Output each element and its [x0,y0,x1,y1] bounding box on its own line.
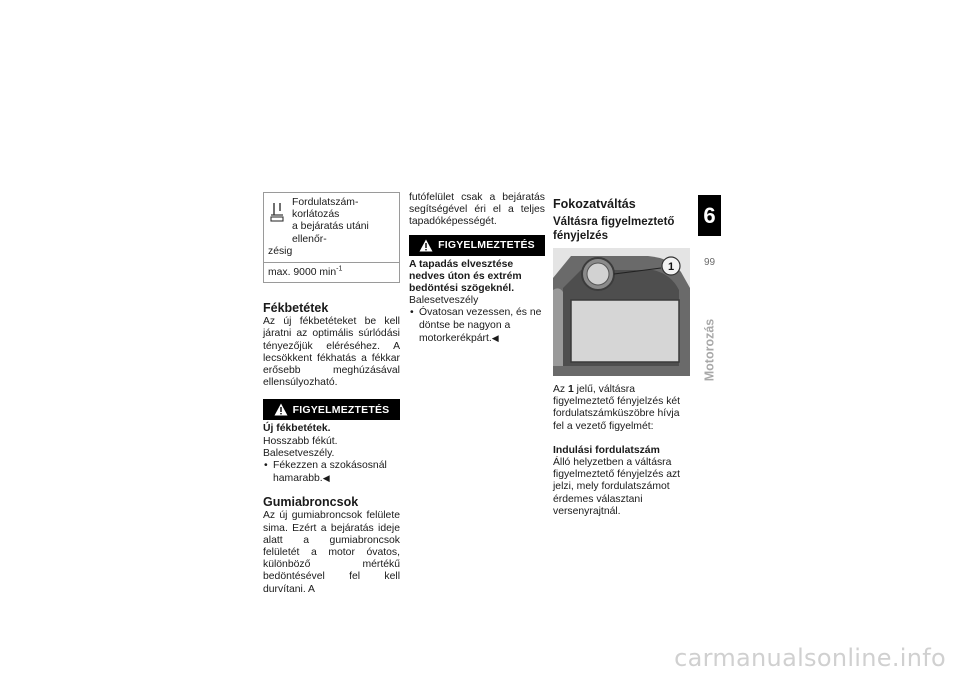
shift-light-paragraph [553,384,690,433]
shift-light-subheading: Váltásra figyelmeztető fényjelzés [553,216,675,242]
launch-rpm-subheading: Indulási fordulatszám [553,444,660,456]
spec-value-sup: -1 [336,265,343,273]
warning-1-bold: Új fékbetétek. [263,423,331,435]
spec-value-text: max. 9000 min [268,267,337,279]
bullet-text: Óvatosan vezessen, és ne döntse be nagyon a motorkerékpárt. [419,307,542,344]
warning-2-bold: A tapadás elvesztése nedves úton és extrém bedöntési szögeknél. [409,258,522,295]
column-2 [409,192,545,345]
list-item [409,307,545,345]
warning-label-1: FIGYELMEZTETÉS [292,403,390,416]
warning-banner-1 [263,399,400,420]
warning-label-2: FIGYELMEZTETÉS [438,239,535,251]
shifting-heading: Fokozatváltás [553,197,636,211]
spec-header [264,193,399,262]
chapter-number: 6 [698,195,721,236]
spec-line-2: a bejáratás utáni ellenőr- [292,221,369,245]
end-mark-icon: ◀ [491,332,499,343]
launch-rpm-paragraph: Álló helyzetben a váltásra figyelmeztető fényjelzés azt jelzi, mely fordulatszámot érdemes választani versenyrajtnál. [553,457,681,517]
warning-2-text: Balesetveszély [409,295,479,307]
section-label: Motorozás [702,318,717,382]
watermark: carmanualsonline.info [674,644,946,672]
para-prefix: Az [553,384,569,395]
column-1 [263,192,400,596]
figure-callout-1: 1 [667,261,675,273]
page-number: 99 [703,257,716,268]
para-rest: jelű, váltásra figyelmeztető fényjelzés két fordulatszámküszöbre hívja fel a vezető figyelmét: [553,384,681,432]
warning-banner-2 [409,235,545,256]
warning-triangle-icon [274,403,288,416]
bullet-text: Fékezzen a szokásosnál hamarabb. [273,460,387,485]
shift-light-figure [553,248,690,376]
warning-1-text: Hosszabb fékút. Balesetveszély. [263,435,338,459]
list-item [263,460,400,485]
brakes-heading: Fékbetétek [263,301,329,316]
warning-triangle-icon [419,239,433,252]
speed-limit-icon [268,201,288,223]
warning-1-list [263,460,400,485]
warning-2-list [409,307,545,345]
callout-ref: 1 [568,384,574,395]
spec-box [263,192,400,283]
column-3 [553,192,690,518]
tread-paragraph: futófelület csak a bejáratás segítségével éri el a teljes tapadóképességét. [409,192,545,228]
spec-line-3: zésig [268,245,293,257]
brakes-paragraph: Az új fékbetéteket be kell járatni az optimális súrlódási tényezőjük eléréséhez. A lecsökkent fékhatás a fékkar erősebb meghúzásával ellensúlyozható. [263,316,400,389]
instrument-cluster-illustration [553,248,690,376]
tyres-paragraph: Az új gumiabroncsok felülete sima. Ezért a bejáratás ideje alatt a gumiabroncsok felületét a motor óvatos, különböző mértékű bedöntésével fel kell durvítani. A [263,510,400,595]
tyres-heading: Gumiabroncsok [263,495,359,510]
spec-value [264,262,399,282]
end-mark-icon: ◀ [322,473,330,484]
spec-line-1: Fordulatszám-korlátozás [292,197,359,221]
